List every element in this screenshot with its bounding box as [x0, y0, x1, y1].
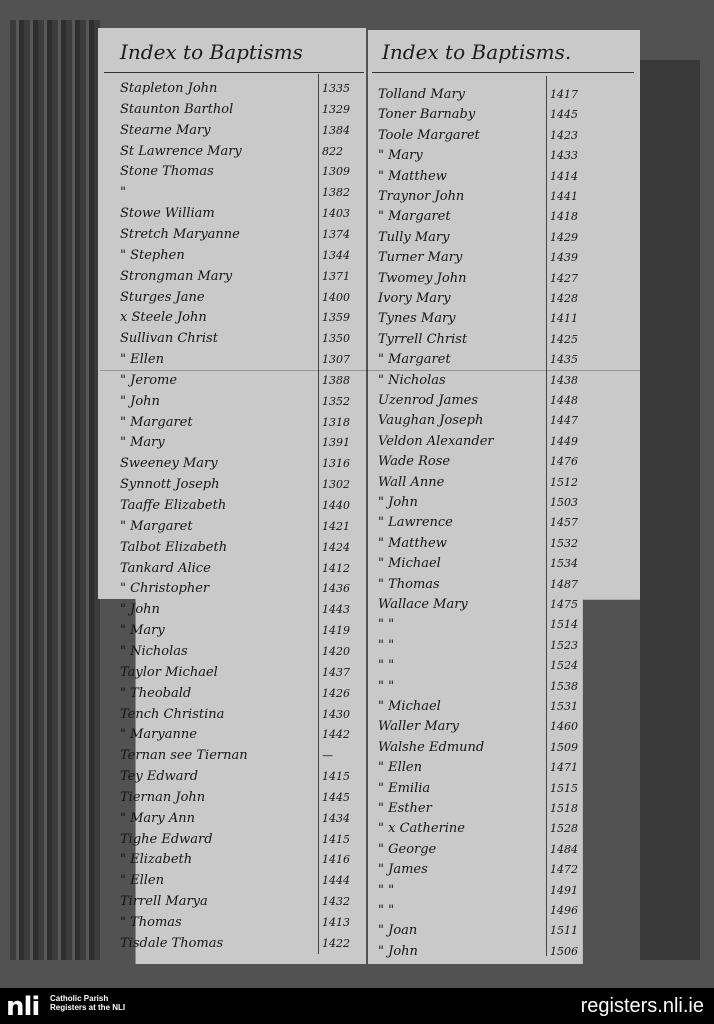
entry-number: 1506 — [550, 944, 578, 958]
entry-number: 1352 — [322, 394, 350, 408]
right-number-column-rule — [546, 76, 547, 956]
entry-number: 1429 — [550, 230, 578, 244]
entry-number: 1538 — [550, 679, 578, 693]
entry-name: " Mary — [378, 148, 423, 164]
entry-number: 1457 — [550, 516, 578, 530]
entry-name: " Margaret — [120, 414, 193, 430]
entry-name: " Margaret — [378, 209, 451, 225]
entry-name: Tyrrell Christ — [378, 331, 468, 347]
entry-number: 1374 — [322, 227, 350, 241]
entry-number: 1475 — [550, 598, 578, 611]
entry-name: Veldon Alexander — [378, 433, 494, 449]
entry-name: St Lawrence Mary — [120, 143, 242, 159]
entry-number: 1403 — [322, 207, 350, 221]
entry-number: 822 — [322, 144, 343, 158]
entry-number: 1491 — [550, 883, 578, 897]
entry-number: 1445 — [550, 108, 578, 122]
entry-number: 1391 — [322, 436, 350, 450]
site-link[interactable]: registers.nli.ie — [580, 995, 704, 1017]
entry-number: 1411 — [550, 312, 578, 326]
entry-name: " George — [378, 841, 437, 857]
entry-name: Stearne Mary — [120, 122, 211, 138]
entry-name: " — [120, 185, 126, 201]
entry-number: 1420 — [322, 644, 350, 658]
entry-number: 1460 — [550, 720, 578, 734]
entry-name: " " — [378, 903, 395, 918]
entry-number: 1423 — [550, 128, 578, 142]
entry-number: 1316 — [322, 457, 350, 471]
entry-name: " Michael — [378, 699, 441, 714]
entry-name: Taylor Michael — [120, 664, 218, 680]
entry-name: Toner Barnaby — [378, 107, 476, 123]
entry-number: 1503 — [550, 496, 578, 509]
book-spine — [10, 20, 100, 960]
entry-number: 1534 — [550, 557, 578, 571]
entry-number: 1417 — [550, 88, 578, 101]
left-page-heading: Index to Baptisms — [120, 40, 303, 64]
entry-number: 1426 — [322, 686, 350, 700]
entry-number: 1384 — [322, 123, 350, 137]
entry-number: 1515 — [550, 781, 578, 795]
entry-number: 1419 — [322, 624, 350, 638]
right-page-heading: Index to Baptisms. — [382, 40, 572, 64]
entry-name: Tighe Edward — [120, 831, 213, 847]
entry-number: 1437 — [322, 665, 350, 679]
entry-number: 1444 — [322, 874, 350, 888]
entry-name: " Christopher — [120, 581, 210, 597]
footer-bar — [0, 988, 714, 1024]
entry-name: " Nicholas — [120, 643, 188, 659]
entry-name: " Thomas — [378, 576, 440, 592]
entry-number: 1509 — [550, 740, 578, 754]
entry-number: 1476 — [550, 455, 578, 469]
entry-name: Ternan see Tiernan — [120, 748, 248, 764]
entry-number: 1442 — [322, 728, 350, 742]
entry-number: 1433 — [550, 149, 578, 163]
entry-name: " John — [378, 943, 418, 959]
entry-number: 1415 — [322, 832, 350, 846]
entry-name: Tully Mary — [378, 229, 450, 245]
entry-name: " Lawrence — [378, 515, 453, 531]
entry-name: " " — [378, 882, 395, 898]
entry-name: Toole Margaret — [378, 127, 480, 143]
entry-name: " John — [120, 393, 160, 409]
entry-name: " Theobald — [120, 685, 192, 701]
entry-number: 1445 — [322, 790, 350, 804]
entry-number: 1414 — [550, 169, 578, 183]
entry-name: Stapleton John — [120, 81, 218, 96]
entry-number: 1447 — [550, 414, 578, 428]
entry-name: Uzenrod James — [378, 393, 479, 408]
entry-number: 1427 — [550, 271, 578, 285]
entry-name: Ivory Mary — [378, 291, 451, 306]
entry-name: Traynor John — [378, 189, 465, 204]
entry-number: 1434 — [322, 811, 350, 825]
entry-number: 1421 — [322, 519, 350, 533]
entry-number: 1302 — [322, 478, 350, 492]
entry-name: " John — [378, 495, 418, 510]
entry-number: 1448 — [550, 394, 578, 407]
entry-number: 1487 — [550, 577, 578, 591]
entry-number: 1471 — [550, 761, 578, 775]
entry-number: 1382 — [322, 186, 350, 200]
entry-number: 1424 — [322, 540, 350, 554]
right-heading-rule — [372, 72, 634, 73]
entry-name: Tynes Mary — [378, 311, 456, 327]
entry-name: Stone Thomas — [120, 164, 214, 180]
entry-number: 1359 — [322, 311, 350, 325]
logo-caption: Catholic Parish Registers at the NLI — [50, 994, 126, 1012]
entry-number: 1388 — [322, 373, 350, 387]
entry-number: 1350 — [322, 332, 350, 346]
entry-name: " " — [378, 678, 395, 694]
entry-name: " Michael — [378, 556, 441, 572]
entry-number: 1518 — [550, 802, 578, 815]
entry-number: 1329 — [322, 102, 350, 116]
book-edge — [640, 60, 700, 960]
entry-name: " Stephen — [120, 247, 185, 263]
entry-name: " Jerome — [120, 372, 178, 388]
entry-number: 1435 — [550, 353, 578, 367]
entry-number: 1443 — [322, 603, 350, 617]
entry-number: 1344 — [322, 248, 350, 262]
entry-name: " Maryanne — [120, 727, 197, 743]
entry-number: 1432 — [322, 895, 350, 909]
entry-name: " Margaret — [120, 518, 193, 534]
entry-number: 1512 — [550, 475, 578, 489]
entry-number: 1307 — [322, 353, 350, 367]
left-heading-rule — [104, 72, 364, 73]
entry-name: Tirrell Marya — [120, 894, 208, 910]
entry-number: 1413 — [322, 916, 350, 929]
entry-name: " Matthew — [378, 168, 447, 184]
entry-name: Waller Mary — [378, 719, 459, 735]
entry-name: Talbot Elizabeth — [120, 539, 228, 555]
entry-number: 1496 — [550, 904, 578, 917]
entry-number: 1335 — [322, 82, 350, 95]
entry-name: " x Catherine — [378, 821, 466, 837]
entry-number: 1484 — [550, 842, 578, 856]
entry-name: " Ellen — [120, 873, 164, 889]
entry-number: 1412 — [322, 561, 350, 575]
entry-name: " " — [378, 637, 395, 653]
entry-name: Stowe William — [120, 206, 215, 222]
entry-number: 1441 — [550, 190, 578, 203]
entry-name: Vaughan Joseph — [378, 413, 484, 429]
entry-name: x Steele John — [120, 310, 207, 326]
entry-name: Turner Mary — [378, 250, 463, 266]
entry-number: 1371 — [322, 269, 350, 283]
entry-number: 1514 — [550, 618, 578, 632]
entry-number: 1531 — [550, 700, 578, 713]
entry-name: " " — [378, 658, 395, 674]
entry-name: Wade Rose — [378, 454, 451, 470]
entry-name: Taaffe Elizabeth — [120, 498, 227, 513]
entry-number: 1528 — [550, 822, 578, 836]
entry-name: " Joan — [378, 923, 418, 939]
entry-number: 1418 — [550, 210, 578, 224]
entry-name: Synnott Joseph — [120, 477, 220, 493]
entry-name: Tisdale Thomas — [120, 935, 224, 951]
entry-number: 1523 — [550, 638, 578, 652]
entry-name: " Matthew — [378, 535, 447, 551]
entry-name: Stretch Maryanne — [120, 226, 240, 242]
entry-number: 1425 — [550, 332, 578, 346]
entry-number: 1532 — [550, 536, 578, 550]
entry-number: — — [322, 749, 333, 763]
entry-name: " " — [378, 617, 395, 633]
entry-name: Twomey John — [378, 270, 467, 286]
entry-name: Staunton Barthol — [120, 101, 234, 117]
entry-name: Sweeney Mary — [120, 456, 218, 472]
entry-name: Tench Christina — [120, 706, 225, 722]
entry-name: " James — [378, 862, 428, 878]
entry-name: " Mary — [120, 435, 165, 451]
entry-number: 1400 — [322, 290, 350, 304]
entry-name: " Esther — [378, 801, 432, 816]
entry-number: 1422 — [322, 936, 350, 950]
entry-number: 1524 — [550, 659, 578, 673]
entry-number: 1416 — [322, 853, 350, 867]
entry-number: 1318 — [322, 415, 350, 429]
entry-name: " Ellen — [120, 352, 164, 368]
entry-number: 1472 — [550, 863, 578, 877]
entry-name: " Margaret — [378, 352, 451, 368]
entry-name: " Thomas — [120, 915, 182, 930]
entry-name: " John — [120, 602, 160, 618]
nli-logo[interactable]: nli — [6, 992, 40, 1022]
entry-number: 1436 — [322, 582, 350, 596]
entry-name: Walshe Edmund — [378, 739, 485, 755]
entry-number: 1309 — [322, 165, 350, 179]
entry-name: " Mary — [120, 623, 165, 639]
entry-name: Sturges Jane — [120, 289, 205, 305]
entry-name: " Nicholas — [378, 372, 446, 388]
entry-name: " Mary Ann — [120, 810, 195, 826]
entry-number: 1428 — [550, 292, 578, 305]
entry-number: 1415 — [322, 770, 350, 784]
left-number-column-rule — [318, 74, 319, 954]
entry-number: 1439 — [550, 251, 578, 265]
entry-number: 1430 — [322, 707, 350, 721]
entry-number: 1440 — [322, 499, 350, 512]
entry-name: " Emilia — [378, 780, 431, 796]
entry-name: Tankard Alice — [120, 560, 211, 576]
entry-name: Tiernan John — [120, 789, 206, 805]
entry-number: 1511 — [550, 924, 578, 938]
entry-name: Wallace Mary — [378, 597, 468, 612]
entry-name: " Elizabeth — [120, 852, 193, 868]
entry-name: Strongman Mary — [120, 268, 233, 284]
entry-number: 1438 — [550, 373, 578, 387]
entry-number: 1449 — [550, 434, 578, 448]
entry-name: Wall Anne — [378, 474, 445, 490]
entry-name: Sullivan Christ — [120, 331, 218, 347]
entry-name: Tey Edward — [120, 769, 199, 785]
entry-name: " Ellen — [378, 760, 422, 776]
entry-name: Tolland Mary — [378, 87, 466, 102]
